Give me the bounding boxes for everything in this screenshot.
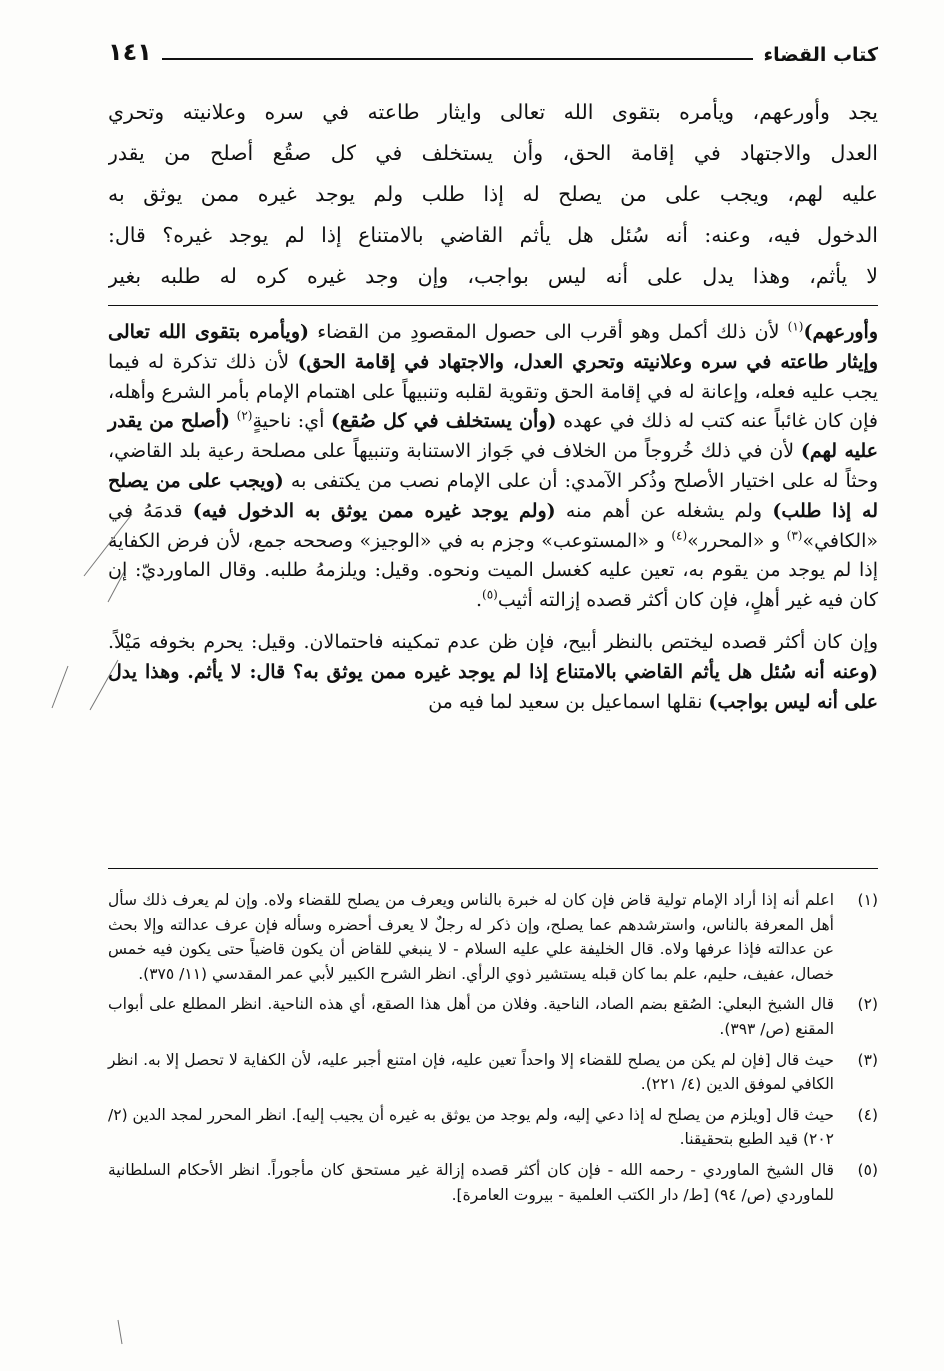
matn-quote: (وأن يستخلف في كل صُقع) (330, 410, 557, 433)
footnote-text: اعلم أنه إذا أراد الإمام تولية قاض فإن كان له خبرة بالناس ويعرف من يصلح للقضاء ولاه. وإن لم يعرف ذلك سأل أهل المعرفة بالناس، واسترشدهم عما يصلح، وإن ذكر له رجلٌ لا يعرف أحضره وسأله فإن عرف عدالته وإلا بحث عن عدالته فإذا عرفها ولاه. قال الخليفة علي عليه السلام - لا ينبغي للقاض أن يكون قاضياً حتى يكون فيه خمس خصال، عفيف، حليم، علم بما كان قبله يستشير ذوي الرأي. انظر الشرح الكبير لأبي عمر المقدسي (١١/ ٣٧٥). (108, 891, 834, 983)
matn-quote: (وعنه أنه سُئل هل يأثم القاضي بالامتناع إذا لم يوجد غيره ممن يوثق به؟ قال: لا يأثم. وهذا يدل على أنه ليس بواجب) (108, 660, 878, 713)
matn-line: العدل والاجتهاد في إقامة الحق، وأن يستخلف في كل صقُع أصلح من يقدر (108, 141, 878, 165)
sharh-paragraph (108, 318, 878, 616)
footnote-ref: (١) (787, 319, 804, 334)
matn-line: الدخول فيه، وعنه: أنه سُئل هل يأثم القاضي بالامتناع إذا لم يوجد غيره؟ قال: (108, 223, 878, 247)
sharh-text: لأن ذلك أكمل وهو أقرب الى حصول المقصودِ من القضاء (309, 321, 788, 343)
sharh-paragraph (108, 628, 878, 717)
footnote-text: حيث قال [ويلزم من يصلح له إذا دعي إليه، ولم يوجد من يوثق به غيره أن يجيب إليه]. انظر المحرر لمجد الدين (٢/ ٢٠٢) قيد الطبع بتحقيقنا. (108, 1105, 834, 1149)
footnote-text: قال الشيخ البعلي: الصُقع بضم الصاد، الناحية. وفلان من أهل هذا الصقع، أي هذه الناحية. انظر المطلع على أبواب المقنع (ص/ ٣٩٣). (108, 995, 834, 1038)
sharh-text: لأن في ذلك خُروجاً من الخلاف في جَواز الاستنابة وتنبيهاً على مصلحة رعية بلد القاضي، وحثاً له على اختيار الأصلح وذُكر الآمدي: أن على الإمام نصب من يكتفى به (108, 440, 878, 492)
margin-pencil-marks (20, 510, 140, 720)
sharh-text: نقلها اسماعيل بن سعيد لما فيه من (428, 690, 709, 713)
sharh-text: أي: ناحيةٍ (252, 410, 331, 433)
sharh-text: و «المستوعب» وجزم به في «الوجيز» وصححه جمع، لأن فرض الكفاية إذا لم يوجد من يقوم به، تعين عليه كغسل الميت ونحوه. وقيل: ويلزمهُ طلبه. وقال الماورديّ: إن كان فيه غير أهلٍ، فإن كان أكثر قصده إزالته أثيب (108, 529, 878, 612)
footnote (108, 1103, 878, 1152)
footnote-text: حيث قال [فإن لم يكن من يصلح للقضاء إلا واحداً تعين عليه، فإن امتنع أجبر عليه، لأن الكفاية لا تحصل إلا به. انظر الكافي لموفق الدين (٤/ ٢٢١). (108, 1050, 834, 1094)
sharh-text: لأن ذلك تذكرة له فيما يجب عليه فعله، وإعانة له في إقامة الحق وتقوية لقلبه وتنبيهاً على اهتمام الإمام بأمر الشرع وأهله، فإن كان غائباً عنه كتب له ذلك في عهده (108, 350, 878, 433)
matn-quote: (ولم يوجد غيره ممن يوثق به الدخول فيه) (192, 499, 556, 522)
sharh-text: قدمَهُ في «الكافي» (108, 499, 878, 552)
matn-quote: (ويجب على من يصلح له إذا طلب) (108, 469, 878, 522)
footnote-ref: (٢) (236, 409, 253, 424)
sharh-text (230, 410, 237, 432)
sharh-commentary (108, 318, 878, 717)
footnote (108, 888, 878, 986)
footnote (108, 1048, 878, 1097)
footnote (108, 992, 878, 1041)
footnote-number: (١) (857, 891, 878, 909)
sharh-text: ولم يشغله عن أهم منه (555, 499, 773, 522)
chapter-title: كتاب القضاء (763, 44, 878, 66)
matn-text (108, 92, 878, 297)
matn-line: يجد وأورعهم، ويأمره بتقوى الله تعالى وايثار طاعته في سره وعلانيته وتحري (108, 100, 878, 124)
header-rule (162, 58, 754, 60)
margin-pencil-tick (110, 1318, 130, 1348)
running-header (108, 36, 878, 66)
footnote-number: (٤) (857, 1105, 878, 1124)
footnote-ref: (٤) (671, 528, 688, 543)
sharh-text: . (475, 589, 482, 612)
matn-line: لا يأثم، وهذا يدل على أنه ليس بواجب، وإن وجد غيره كره له طلبه بغير (108, 264, 878, 288)
matn-line: عليه لهم، ويجب على من يصلح له إذا طلب ولم يوجد غيره ممن يوثق به (108, 182, 878, 206)
matn-quote: (ويأمره بتقوى الله تعالى وإيثار طاعته في سره وعلانيته وتحري العدل، والاجتهاد في إقامة الحق) (108, 321, 878, 373)
footnote-ref: (٥) (482, 587, 498, 602)
sharh-text: و «المحرر» (687, 529, 787, 552)
page-number: ١٤١ (108, 38, 152, 66)
footnote-divider (108, 868, 878, 869)
footnotes (108, 888, 878, 1213)
matn-quote: وأورعهم) (803, 321, 879, 343)
footnote-number: (٥) (857, 1160, 878, 1179)
sharh-text: وإن كان أكثر قصده ليختص بالنظر أبيح، فإن ظن عدم تمكينه فاحتمالان. وقيل: يحرم بخوفه مَيْلاً. (108, 630, 878, 653)
footnote-text: قال الشيخ الماوردي - رحمه الله - فإن كان أكثر قصده إزالة غير مستحق كان مأجوراً. انظر الأحكام السلطانية للماوردي (ص/ ٩٤) [ط/ دار الكتب العلمية - بيروت العامرة]. (108, 1160, 834, 1204)
matn-divider (108, 305, 878, 306)
footnote-number: (٣) (857, 1050, 878, 1069)
matn-quote: (أصلح من يقدر عليه لهم) (108, 410, 878, 463)
footnote (108, 1158, 878, 1207)
footnote-ref: (٣) (786, 528, 803, 543)
footnote-number: (٢) (857, 995, 878, 1014)
